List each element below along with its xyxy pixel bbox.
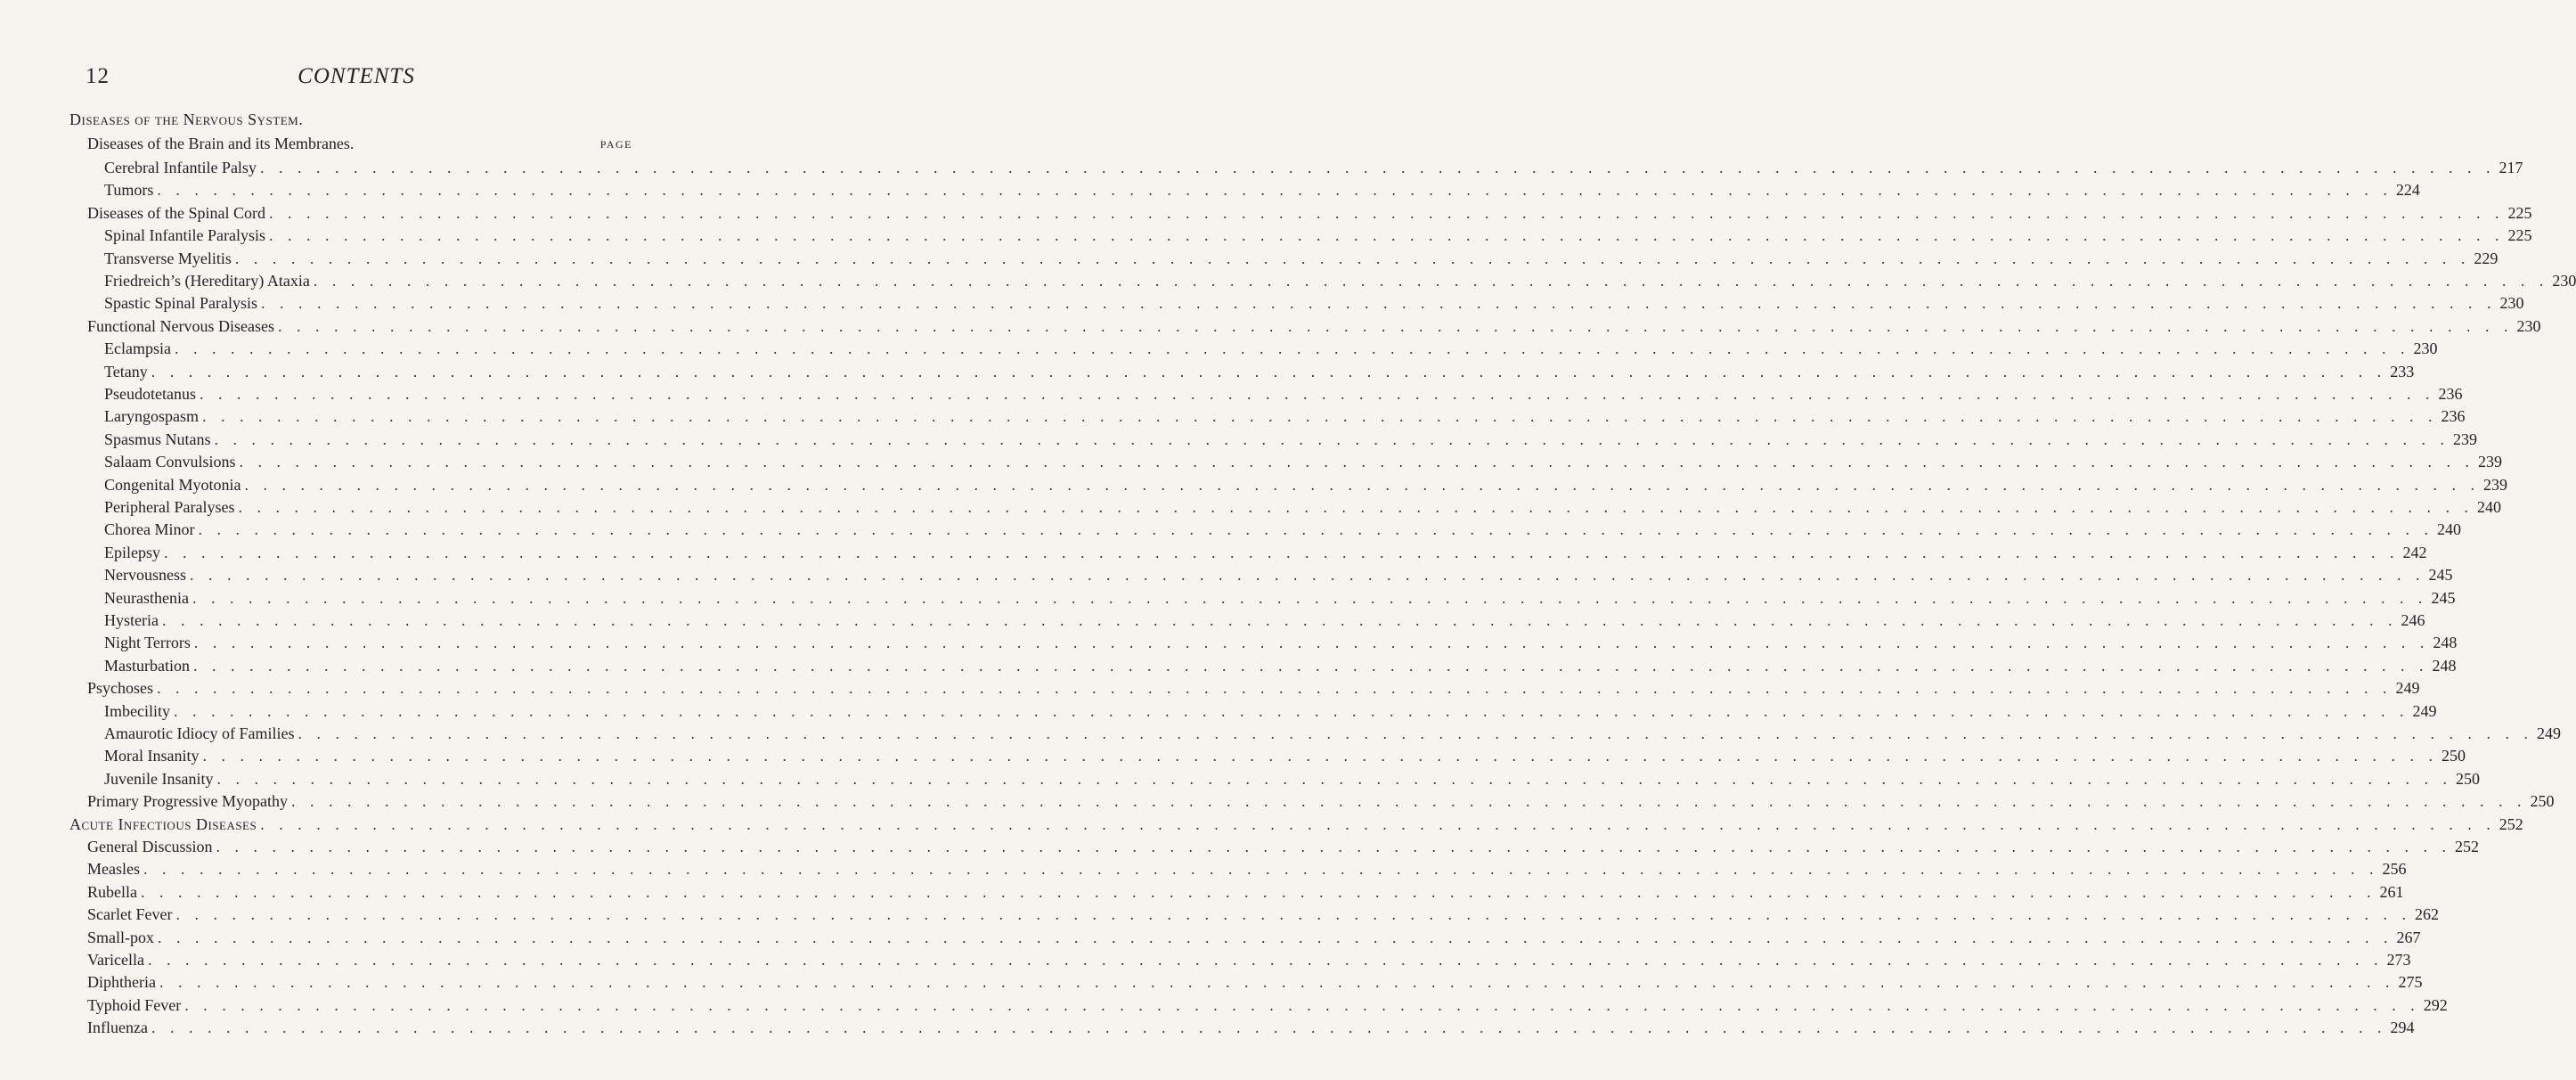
toc-entry-page: 249 bbox=[2412, 701, 2437, 720]
toc-entry bbox=[87, 315, 2541, 338]
dot-leader: . . . . . . . . . . . . . . . . . . . . . . . . . . . . . . . . . . . . . . . . . . . . . . . . . . . . . . . . . . . . . . . . . . . . . . . . . . . . . . . . . . . . . . . . . . . . . . . . . . . . . . . . . . . . . . . . . . . . . . . . bbox=[214, 430, 2450, 448]
toc-entry-page: 250 bbox=[2455, 769, 2480, 788]
toc-entry-page: 292 bbox=[2423, 995, 2448, 1014]
toc-entry-page: 240 bbox=[2476, 498, 2501, 516]
toc-entry-title: Functional Nervous Diseases bbox=[87, 316, 274, 335]
toc-entry bbox=[87, 201, 2532, 225]
toc-entry bbox=[104, 495, 2501, 519]
toc-entry-page: 236 bbox=[2441, 407, 2466, 426]
toc-entry-page: 248 bbox=[2432, 656, 2457, 675]
toc-entry bbox=[87, 790, 2555, 813]
toc-entry-page: 262 bbox=[2414, 905, 2439, 924]
toc-entry-title: General Discussion bbox=[87, 838, 213, 855]
dot-leader: . . . . . . . . . . . . . . . . . . . . . . . . . . . . . . . . . . . . . . . . . . . . . . . . . . . . . . . . . . . . . . . . . . . . . . . . . . . . . . . . . . . . . . . . . . . . . . . . . . . . . . . . . . . . . . . . . . . . . . . . bbox=[175, 905, 2411, 924]
toc-entry bbox=[104, 563, 2453, 586]
dot-leader: . . . . . . . . . . . . . . . . . . . . . . . . . . . . . . . . . . . . . . . . . . . . . . . . . . . . . . . . . . . . . . . . . . . . . . . . . . . . . . . . . . . . . . . . . . . . . . . . . . . . . . . . . . . . . . . . . . . . . . . . bbox=[234, 249, 2471, 267]
toc-entry bbox=[104, 722, 2561, 745]
dot-leader: . . . . . . . . . . . . . . . . . . . . . . . . . . . . . . . . . . . . . . . . . . . . . . . . . . . . . . . . . . . . . . . . . . . . . . . . . . . . . . . . . . . . . . . . . . . . . . . . . . . . . . . . . . . . . . . . . . . . . . . . bbox=[239, 453, 2474, 471]
toc-entry bbox=[104, 609, 2425, 632]
toc-entry bbox=[104, 247, 2499, 270]
toc-entry-title: Spastic Spinal Paralysis bbox=[104, 294, 257, 313]
toc-entry bbox=[104, 405, 2466, 428]
toc-entry-title: Scarlet Fever bbox=[87, 905, 173, 924]
toc-entry bbox=[104, 337, 2438, 360]
page-header bbox=[0, 64, 713, 100]
section-heading: Diseases of the Nervous System. bbox=[69, 110, 304, 128]
toc-entry-page: 261 bbox=[2379, 882, 2404, 901]
toc-entry-page: 252 bbox=[2499, 814, 2523, 833]
dot-leader: . . . . . . . . . . . . . . . . . . . . . . . . . . . . . . . . . . . . . . . . . . . . . . . . . . . . . . . . . . . . . . . . . . . . . . . . . . . . . . . . . . . . . . . . . . . . . . . . . . . . . . . . . . . . . . . . . . . . . . . . bbox=[277, 316, 2514, 335]
dot-leader: . . . . . . . . . . . . . . . . . . . . . . . . . . . . . . . . . . . . . . . . . . . . . . . . . . . . . . . . . . . . . . . . . . . . . . . . . . . . . . . . . . . . . . . . . . . . . . . . . . . . . . . . . . . . . . . . . . . . . . . . bbox=[174, 340, 2410, 358]
toc-entry bbox=[104, 586, 2456, 610]
running-title: CONTENTS bbox=[298, 64, 415, 88]
toc-entry-page: 242 bbox=[2402, 543, 2427, 561]
toc-entry-title: Psychoses bbox=[87, 679, 154, 698]
toc-entry bbox=[87, 857, 2407, 880]
toc-entry-title: Juvenile Insanity bbox=[104, 769, 214, 788]
dot-leader: . . . . . . . . . . . . . . . . . . . . . . . . . . . . . . . . . . . . . . . . . . . . . . . . . . . . . . . . . . . . . . . . . . . . . . . . . . . . . . . . . . . . . . . . . . . . . . . . . . . . . . . . . . . . . . . . . . . . . . . . bbox=[173, 701, 2409, 720]
toc-entry bbox=[104, 450, 2502, 473]
toc-entry-title: Epilepsy bbox=[104, 543, 160, 561]
toc-entry-page: 225 bbox=[2507, 203, 2532, 222]
toc-entry bbox=[87, 880, 2404, 904]
toc-entry-title: Imbecility bbox=[104, 701, 170, 720]
subsection-heading: Diseases of the Brain and its Membranes. bbox=[87, 135, 355, 152]
toc-entry-page: 249 bbox=[2536, 724, 2561, 742]
toc-entry bbox=[87, 994, 2448, 1017]
dot-leader: . . . . . . . . . . . . . . . . . . . . . . . . . . . . . . . . . . . . . . . . . . . . . . . . . . . . . . . . . . . . . . . . . . . . . . . . . . . . . . . . . . . . . . . . . . . . . . . . . . . . . . . . . . . . . . . . . . . . . . . . bbox=[157, 181, 2393, 200]
toc-entry-title: Eclampsia bbox=[104, 340, 171, 358]
toc-entry-title: Tetany bbox=[104, 362, 148, 380]
dot-leader: . . . . . . . . . . . . . . . . . . . . . . . . . . . . . . . . . . . . . . . . . . . . . . . . . . . . . . . . . . . . . . . . . . . . . . . . . . . . . . . . . . . . . . . . . . . . . . . . . . . . . . . . . . . . . . . . . . . . . . . . bbox=[192, 588, 2428, 607]
toc-entry-page: 250 bbox=[2441, 747, 2466, 765]
toc-entry-title: Measles bbox=[87, 860, 140, 879]
toc-entry-page: 249 bbox=[2395, 679, 2420, 698]
toc-entry bbox=[104, 156, 2523, 179]
dot-leader: . . . . . . . . . . . . . . . . . . . . . . . . . . . . . . . . . . . . . . . . . . . . . . . . . . . . . . . . . . . . . . . . . . . . . . . . . . . . . . . . . . . . . . . . . . . . . . . . . . . . . . . . . . . . . . . . . . . . . . . . bbox=[141, 882, 2376, 901]
toc-entry-page: 250 bbox=[2530, 792, 2555, 811]
dot-leader: . . . . . . . . . . . . . . . . . . . . . . . . . . . . . . . . . . . . . . . . . . . . . . . . . . . . . . . . . . . . . . . . . . . . . . . . . . . . . . . . . . . . . . . . . . . . . . . . . . . . . . . . . . . . . . . . . . . . . . . . bbox=[158, 928, 2393, 946]
toc-entry-page: 230 bbox=[2516, 316, 2541, 335]
toc-entry-title: Peripheral Paralyses bbox=[104, 498, 235, 516]
toc-entry bbox=[104, 767, 2480, 790]
dot-leader: . . . . . . . . . . . . . . . . . . . . . . . . . . . . . . . . . . . . . . . . . . . . . . . . . . . . . . . . . . . . . . . . . . . . . . . . . . . . . . . . . . . . . . . . . . . . . . . . . . . . . . . . . . . . . . . . . . . . . . . . bbox=[238, 498, 2474, 516]
toc-entry-title: Cerebral Infantile Palsy bbox=[104, 159, 257, 176]
dot-leader: . . . . . . . . . . . . . . . . . . . . . . . . . . . . . . . . . . . . . . . . . . . . . . . . . . . . . . . . . . . . . . . . . . . . . . . . . . . . . . . . . . . . . . . . . . . . . . . . . . . . . . . . . . . . . . . . . . . . . . . . bbox=[164, 543, 2400, 561]
toc-entry-title: Chorea Minor bbox=[104, 520, 195, 539]
dot-leader: . . . . . . . . . . . . . . . . . . . . . . . . . . . . . . . . . . . . . . . . . . . . . . . . . . . . . . . . . . . . . . . . . . . . . . . . . . . . . . . . . . . . . . . . . . . . . . . . . . . . . . . . . . . . . . . . . . . . . . . . bbox=[184, 995, 2420, 1014]
toc-entry-page: 275 bbox=[2398, 973, 2423, 992]
toc-entry-page: 230 bbox=[2552, 272, 2576, 290]
dot-leader: . . . . . . . . . . . . . . . . . . . . . . . . . . . . . . . . . . . . . . . . . . . . . . . . . . . . . . . . . . . . . . . . . . . . . . . . . . . . . . . . . . . . . . . . . . . . . . . . . . . . . . . . . . . . . . . . . . . . . . . . bbox=[268, 226, 2505, 245]
toc-entry bbox=[104, 291, 2524, 315]
toc-entry-title: Neurasthenia bbox=[104, 588, 189, 607]
toc-entry-title: Varicella bbox=[87, 951, 144, 969]
toc-entry-title: Transverse Myelitis bbox=[104, 249, 232, 267]
toc-entry-title: Masturbation bbox=[104, 656, 190, 675]
toc-entry-title: Rubella bbox=[87, 882, 137, 901]
toc-entry bbox=[69, 813, 2523, 836]
toc-entry-page: 229 bbox=[2474, 249, 2499, 267]
toc-entry bbox=[87, 1016, 2415, 1039]
toc-entry-title: Small-pox bbox=[87, 928, 154, 946]
dot-leader: . . . . . . . . . . . . . . . . . . . . . . . . . . . . . . . . . . . . . . . . . . . . . . . . . . . . . . . . . . . . . . . . . . . . . . . . . . . . . . . . . . . . . . . . . . . . . . . . . . . . . . . . . . . . . . . . . . . . . . . . bbox=[157, 679, 2393, 698]
dot-leader: . . . . . . . . . . . . . . . . . . . . . . . . . . . . . . . . . . . . . . . . . . . . . . . . . . . . . . . . . . . . . . . . . . . . . . . . . . . . . . . . . . . . . . . . . . . . . . . . . . . . . . . . . . . . . . . . . . . . . . . . bbox=[159, 973, 2395, 992]
toc-entry-title: Salaam Convulsions bbox=[104, 453, 236, 471]
toc-entry-page: 252 bbox=[2454, 838, 2479, 855]
toc-entry-page: 230 bbox=[2413, 340, 2438, 358]
toc-entry-page: 245 bbox=[2431, 588, 2456, 607]
dot-leader: . . . . . . . . . . . . . . . . . . . . . . . . . . . . . . . . . . . . . . . . . . . . . . . . . . . . . . . . . . . . . . . . . . . . . . . . . . . . . . . . . . . . . . . . . . . . . . . . . . . . . . . . . . . . . . . . . . . . . . . . bbox=[216, 769, 2452, 788]
toc-entry-page: 224 bbox=[2395, 181, 2420, 200]
toc-entry-page: 233 bbox=[2390, 362, 2415, 380]
toc-entry-title: Laryngospasm bbox=[104, 407, 199, 426]
toc-entry-title: Tumors bbox=[104, 181, 154, 200]
toc-entry bbox=[87, 926, 2421, 949]
dot-leader: . . . . . . . . . . . . . . . . . . . . . . . . . . . . . . . . . . . . . . . . . . . . . . . . . . . . . . . . . . . . . . . . . . . . . . . . . . . . . . . . . . . . . . . . . . . . . . . . . . . . . . . . . . . . . . . . . . . . . . . . bbox=[198, 520, 2433, 539]
toc-entry-title: Acute Infectious Diseases bbox=[69, 814, 257, 833]
page-number: 12 bbox=[86, 64, 110, 88]
toc-entry-title: Typhoid Fever bbox=[87, 995, 182, 1014]
toc-entry-page: 236 bbox=[2438, 385, 2463, 403]
dot-leader: . . . . . . . . . . . . . . . . . . . . . . . . . . . . . . . . . . . . . . . . . . . . . . . . . . . . . . . . . . . . . . . . . . . . . . . . . . . . . . . . . . . . . . . . . . . . . . . . . . . . . . . . . . . . . . . . . . . . . . . . bbox=[200, 385, 2435, 403]
toc-entry-title: Friedreich’s (Hereditary) Ataxia bbox=[104, 272, 310, 290]
toc-entry bbox=[87, 970, 2423, 994]
toc-entry bbox=[104, 541, 2427, 564]
dot-leader: . . . . . . . . . . . . . . . . . . . . . . . . . . . . . . . . . . . . . . . . . . . . . . . . . . . . . . . . . . . . . . . . . . . . . . . . . . . . . . . . . . . . . . . . . . . . . . . . . . . . . . . . . . . . . . . . . . . . . . . . bbox=[268, 203, 2505, 222]
dot-leader: . . . . . . . . . . . . . . . . . . . . . . . . . . . . . . . . . . . . . . . . . . . . . . . . . . . . . . . . . . . . . . . . . . . . . . . . . . . . . . . . . . . . . . . . . . . . . . . . . . . . . . . . . . . . . . . . . . . . . . . . bbox=[261, 294, 2497, 313]
toc-entry-title: Pseudotetanus bbox=[104, 385, 196, 403]
toc-entry bbox=[104, 269, 2576, 292]
toc-entry bbox=[104, 518, 2461, 541]
toc-entry bbox=[104, 382, 2463, 405]
toc-entry-page: 217 bbox=[2499, 159, 2523, 176]
dot-leader: . . . . . . . . . . . . . . . . . . . . . . . . . . . . . . . . . . . . . . . . . . . . . . . . . . . . . . . . . . . . . . . . . . . . . . . . . . . . . . . . . . . . . . . . . . . . . . . . . . . . . . . . . . . . . . . . . . . . . . . . bbox=[190, 566, 2425, 585]
dot-leader: . . . . . . . . . . . . . . . . . . . . . . . . . . . . . . . . . . . . . . . . . . . . . . . . . . . . . . . . . . . . . . . . . . . . . . . . . . . . . . . . . . . . . . . . . . . . . . . . . . . . . . . . . . . . . . . . . . . . . . . . bbox=[151, 362, 2387, 380]
toc-entry bbox=[104, 631, 2458, 654]
toc-entry-title: Amaurotic Idiocy of Families bbox=[104, 724, 295, 742]
page-column-label: PAGE bbox=[599, 138, 632, 151]
dot-leader: . . . . . . . . . . . . . . . . . . . . . . . . . . . . . . . . . . . . . . . . . . . . . . . . . . . . . . . . . . . . . . . . . . . . . . . . . . . . . . . . . . . . . . . . . . . . . . . . . . . . . . . . . . . . . . . . . . . . . . . . bbox=[201, 407, 2438, 426]
toc-entry-title: Spasmus Nutans bbox=[104, 430, 211, 448]
dot-leader: . . . . . . . . . . . . . . . . . . . . . . . . . . . . . . . . . . . . . . . . . . . . . . . . . . . . . . . . . . . . . . . . . . . . . . . . . . . . . . . . . . . . . . . . . . . . . . . . . . . . . . . . . . . . . . . . . . . . . . . . bbox=[147, 951, 2384, 969]
toc-entry-page: 239 bbox=[2478, 453, 2502, 471]
toc-entry-page: 240 bbox=[2436, 520, 2461, 539]
toc-entry-title: Influenza bbox=[87, 1019, 148, 1037]
dot-leader: . . . . . . . . . . . . . . . . . . . . . . . . . . . . . . . . . . . . . . . . . . . . . . . . . . . . . . . . . . . . . . . . . . . . . . . . . . . . . . . . . . . . . . . . . . . . . . . . . . . . . . . . . . . . . . . . . . . . . . . . bbox=[216, 838, 2451, 855]
toc-entry-page: 225 bbox=[2507, 226, 2532, 245]
toc-entry-title: Diseases of the Spinal Cord bbox=[87, 203, 265, 222]
toc-entry bbox=[104, 654, 2457, 677]
toc-entry bbox=[104, 178, 2420, 201]
toc-entry bbox=[87, 903, 2439, 926]
toc-entry-title: Nervousness bbox=[104, 566, 186, 585]
toc-entry bbox=[87, 835, 2479, 858]
toc-entry-page: 248 bbox=[2433, 634, 2458, 652]
toc-entry bbox=[104, 744, 2466, 767]
toc-entry-title: Moral Insanity bbox=[104, 747, 200, 765]
toc-entry-title: Spinal Infantile Paralysis bbox=[104, 226, 265, 245]
toc-entry-page: 294 bbox=[2390, 1019, 2415, 1037]
toc-entry-page: 273 bbox=[2386, 951, 2411, 969]
toc-entry-title: Hysteria bbox=[104, 611, 159, 629]
toc-entry-page: 230 bbox=[2499, 294, 2524, 313]
toc-entry-page: 267 bbox=[2396, 928, 2421, 946]
toc-entry-title: Diphtheria bbox=[87, 973, 156, 992]
dot-leader: . . . . . . . . . . . . . . . . . . . . . . . . . . . . . . . . . . . . . . . . . . . . . . . . . . . . . . . . . . . . . . . . . . . . . . . . . . . . . . . . . . . . . . . . . . . . . . . . . . . . . . . . . . . . . . . . . . . . . . . . bbox=[298, 724, 2533, 742]
toc-entry bbox=[87, 676, 2420, 700]
dot-leader: . . . . . . . . . . . . . . . . . . . . . . . . . . . . . . . . . . . . . . . . . . . . . . . . . . . . . . . . . . . . . . . . . . . . . . . . . . . . . . . . . . . . . . . . . . . . . . . . . . . . . . . . . . . . . . . . . . . . . . . . bbox=[193, 656, 2429, 675]
dot-leader: . . . . . . . . . . . . . . . . . . . . . . . . . . . . . . . . . . . . . . . . . . . . . . . . . . . . . . . . . . . . . . . . . . . . . . . . . . . . . . . . . . . . . . . . . . . . . . . . . . . . . . . . . . . . . . . . . . . . . . . . bbox=[151, 1019, 2387, 1037]
dot-leader: . . . . . . . . . . . . . . . . . . . . . . . . . . . . . . . . . . . . . . . . . . . . . . . . . . . . . . . . . . . . . . . . . . . . . . . . . . . . . . . . . . . . . . . . . . . . . . . . . . . . . . . . . . . . . . . . . . . . . . . . bbox=[290, 792, 2527, 811]
toc-entry-page: 239 bbox=[2453, 430, 2478, 448]
dot-leader: . . . . . . . . . . . . . . . . . . . . . . . . . . . . . . . . . . . . . . . . . . . . . . . . . . . . . . . . . . . . . . . . . . . . . . . . . . . . . . . . . . . . . . . . . . . . . . . . . . . . . . . . . . . . . . . . . . . . . . . . bbox=[193, 634, 2430, 652]
dot-leader: . . . . . . . . . . . . . . . . . . . . . . . . . . . . . . . . . . . . . . . . . . . . . . . . . . . . . . . . . . . . . . . . . . . . . . . . . . . . . . . . . . . . . . . . . . . . . . . . . . . . . . . . . . . . . . . . . . . . . . . . bbox=[244, 475, 2480, 494]
toc-entry-page: 246 bbox=[2401, 611, 2425, 629]
toc-entry-page: 245 bbox=[2428, 566, 2453, 585]
toc-entry bbox=[104, 360, 2415, 383]
dot-leader: . . . . . . . . . . . . . . . . . . . . . . . . . . . . . . . . . . . . . . . . . . . . . . . . . . . . . . . . . . . . . . . . . . . . . . . . . . . . . . . . . . . . . . . . . . . . . . . . . . . . . . . . . . . . . . . . . . . . . . . . bbox=[260, 814, 2496, 833]
toc-entry-title: Congenital Myotonia bbox=[104, 475, 241, 494]
dot-leader: . . . . . . . . . . . . . . . . . . . . . . . . . . . . . . . . . . . . . . . . . . . . . . . . . . . . . . . . . . . . . . . . . . . . . . . . . . . . . . . . . . . . . . . . . . . . . . . . . . . . . . . . . . . . . . . . . . . . . . . . bbox=[259, 159, 2496, 176]
toc-entry-page: 256 bbox=[2382, 860, 2407, 879]
dot-leader: . . . . . . . . . . . . . . . . . . . . . . . . . . . . . . . . . . . . . . . . . . . . . . . . . . . . . . . . . . . . . . . . . . . . . . . . . . . . . . . . . . . . . . . . . . . . . . . . . . . . . . . . . . . . . . . . . . . . . . . . bbox=[161, 611, 2398, 629]
toc-entry bbox=[87, 948, 2411, 971]
toc-entry bbox=[104, 700, 2437, 723]
toc-entry-title: Night Terrors bbox=[104, 634, 191, 652]
toc-entry bbox=[104, 224, 2532, 247]
dot-leader: . . . . . . . . . . . . . . . . . . . . . . . . . . . . . . . . . . . . . . . . . . . . . . . . . . . . . . . . . . . . . . . . . . . . . . . . . . . . . . . . . . . . . . . . . . . . . . . . . . . . . . . . . . . . . . . . . . . . . . . . bbox=[202, 747, 2438, 765]
dot-leader: . . . . . . . . . . . . . . . . . . . . . . . . . . . . . . . . . . . . . . . . . . . . . . . . . . . . . . . . . . . . . . . . . . . . . . . . . . . . . . . . . . . . . . . . . . . . . . . . . . . . . . . . . . . . . . . . . . . . . . . . bbox=[313, 272, 2549, 290]
toc-entry bbox=[104, 428, 2478, 451]
toc-entry bbox=[104, 473, 2507, 496]
toc-entry-page: 239 bbox=[2482, 475, 2507, 494]
toc-entry-title: Primary Progressive Myopathy bbox=[87, 792, 288, 811]
dot-leader: . . . . . . . . . . . . . . . . . . . . . . . . . . . . . . . . . . . . . . . . . . . . . . . . . . . . . . . . . . . . . . . . . . . . . . . . . . . . . . . . . . . . . . . . . . . . . . . . . . . . . . . . . . . . . . . . . . . . . . . . bbox=[143, 860, 2379, 879]
